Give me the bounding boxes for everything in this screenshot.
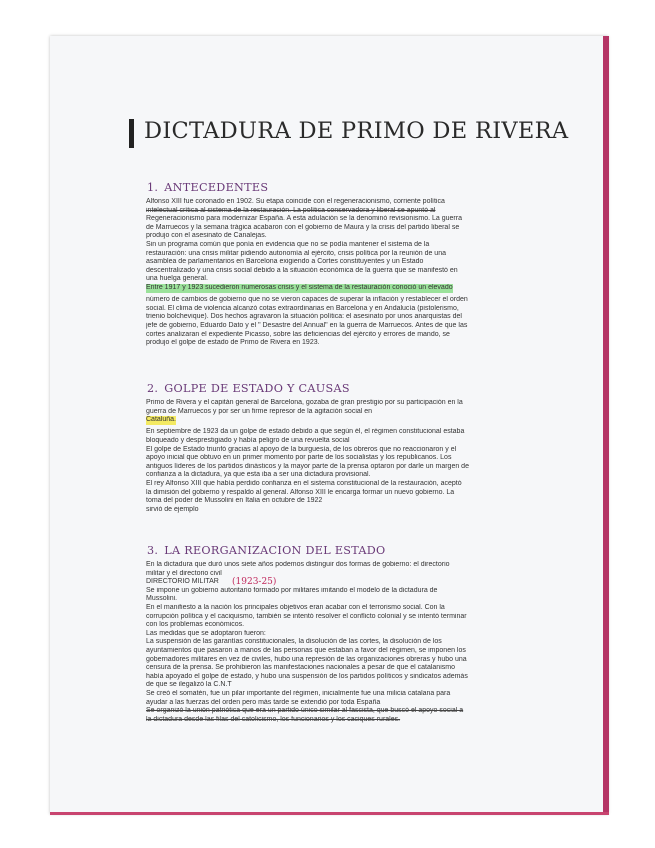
text-line: número de cambios de gobierno que no se vieron capaces de superar la inflación y restablecer el orden [146, 296, 468, 304]
text-line: corrupción política y el caciquismo, también se intentó resolver el conflicto colonial y se intentó terminar [146, 612, 467, 620]
text-line: jefe de gobierno, Eduardo Dato y el " Desastre del Annual" en la guerra de Marruecos. Antes de que las [146, 321, 468, 329]
text-line: El golpe de Estado triunfó gracias al apoyo de la burguesía, de los obreros que no reaccionaron y el [146, 445, 457, 453]
text-line: DIRECTORIO MILITAR [146, 578, 219, 586]
text-line: Se creó el somatén, fue un pilar importante del régimen, inicialmente fue una milicia catalana para [146, 689, 451, 697]
text-line: Se organizó la unión patriótica que era un partido único similar al fascista, que buscó el apoyo social a [146, 707, 464, 715]
section-heading-1 [147, 181, 268, 194]
title-accent-bar [129, 119, 134, 148]
text-line: Entre 1917 y 1923 sucedieron numerosas crisis y el sistema de la restauración conoció un elevado [146, 283, 453, 291]
text-line: trienio bolchevique). Dos hechos agravaron la situación política: el asesinato por unos anarquistas del [146, 313, 462, 321]
text-line: Mussolini. [146, 595, 178, 603]
text-line: Sin un programa común que ponía en evidencia que no se podía mantener el sistema de la [146, 240, 430, 248]
text-line: de que se ilegalizó la C.N.T [146, 681, 232, 689]
text-line: guerra de Marruecos y por ser un firme represor de la agitación social en [146, 407, 373, 415]
text-line: Regeneracionismo para modernizar España. A esta adulación se la denominó revisionismo. La guerra [146, 215, 462, 223]
text-line: ayuntamientos que pasaron a manos de las personas que estaban a favor del régimen, se imponen los [146, 646, 466, 654]
pink-edge-bottom [50, 812, 609, 815]
section-body-3 [146, 561, 514, 724]
handwritten-note: (1923-25) [232, 577, 277, 587]
section-body-2 [146, 399, 514, 514]
background [0, 0, 50, 848]
text-line: intelectual crítica al sistema de la restauración. La política conservadora y liberal se apuntó al [146, 206, 436, 214]
text-line: apoyo inicial que obtuvo en un primer momento por parte de los socialistas y los republicanos. Los [146, 454, 452, 462]
text-line: la dictadura desde las filas del catolicismo, los funcionarios y los caciques rurales. [146, 715, 401, 723]
text-line: sirvió de ejemplo [146, 505, 199, 513]
text-line: Alfonso XIII fue coronado en 1902. Su etapa coincide con el regeneracionismo, corriente política [146, 198, 445, 205]
text-line: toma del poder de Mussolini en Italia en octubre de 1922 [146, 497, 323, 505]
section-heading-3 [147, 544, 386, 557]
text-line: una huelga general. [146, 275, 208, 283]
section-title-2: GOLPE DE ESTADO Y CAUSAS [164, 382, 350, 395]
page-title: DICTADURA DE PRIMO DE RIVERA [144, 118, 569, 144]
text-line: de Marruecos y la semana trágica acabaron con el gobierno de Maura y la crisis del partido liberal se [146, 223, 460, 231]
section-number-2: 2. [147, 382, 159, 395]
text-line: confianza a la dictadura, ya que esta iba a ser una dictadura provisional. [146, 471, 371, 479]
text-line: Primo de Rivera y el capitán general de Barcelona, gozaba de gran prestigio por su participación en la [146, 399, 463, 406]
section-number-1: 1. [147, 181, 159, 194]
text-line: con los problemas económicos. [146, 621, 245, 629]
text-line: En el manifiesto a la nación los principales objetivos eran acabar con el terrorismo social. Con la [146, 603, 445, 611]
section-title-1: ANTECEDENTES [164, 181, 269, 194]
text-line: produjo el golpe de estado de Primo de Rivera en 1923. [146, 339, 320, 347]
text-line: gobernadores militares en vez de civiles, hubo una represión de las organizaciones obreras y hubo una [146, 655, 467, 663]
text-line: militar y el directorio civil [146, 569, 222, 577]
text-line: restauración: una crisis militar pidiendo autonomía al ejército, crisis política por la reunión de una [146, 249, 446, 257]
text-line: antiguos líderes de los partidos dinásticos y la mayor parte de la prensa optaron por darle un margen de [146, 462, 469, 470]
text-line: censura de la prensa. Se prohibieron las manifestaciones nacionales a pesar de que el catalanismo [146, 664, 455, 672]
text-line: bloqueado y desprestigiado y había peligro de una revuelta social [146, 436, 350, 444]
text-line: la dimisión del gobierno y respaldo al general. Alfonso XIII le encarga formar un nuevo gobierno. La [146, 488, 455, 496]
text-line: El rey Alfonso XIII que había perdido confianza en el sistema constitucional de la restauración, aceptó [146, 479, 462, 487]
text-line: descentralizado y una crisis social debido a la situación económica de la guerra que se manifestó en [146, 266, 458, 274]
text-line: En la dictadura que duró unos siete años podemos distinguir dos formas de gobierno: el directorio [146, 561, 450, 568]
text-line: Cataluña. [146, 416, 176, 424]
pink-edge-right [603, 36, 609, 814]
text-line: En septiembre de 1923 da un golpe de estado debido a que según él, el régimen constitucional estaba [146, 428, 465, 436]
text-line: había apoyado el golpe de estado, y hubo una suspensión de los partidos políticos y sindicatos además [146, 672, 468, 680]
text-line: ayudar a las fuerzas del orden pero más tarde se extendió por toda España [146, 698, 381, 706]
text-line: Las medidas que se adoptaron fueron: [146, 629, 266, 637]
text-line: produjo con el asesinato de Canalejas. [146, 232, 267, 240]
text-line: social. El clima de violencia alcanzó cotas extraordinarias en Barcelona y en Andalucía (pistolerismo, [146, 304, 459, 312]
section-title-3: LA REORGANIZACION DEL ESTADO [164, 544, 386, 557]
text-line: La suspensión de las garantías constitucionales, la disolución de las cortes, la disolución de los [146, 638, 442, 646]
section-number-3: 3. [147, 544, 159, 557]
text-line: asamblea de parlamentarios en Barcelona exigiendo a Cortes constituyentes y un Estado [146, 258, 424, 266]
text-line: Se impone un gobierno autoritario formado por militares imitando el modelo de la dictadura de [146, 586, 438, 594]
section-body-1 [146, 198, 514, 348]
section-heading-2 [147, 382, 350, 395]
text-line: cortes analizaran el expediente Picasso, sobre las deficiencias del ejército y errores de mando, se [146, 330, 450, 338]
